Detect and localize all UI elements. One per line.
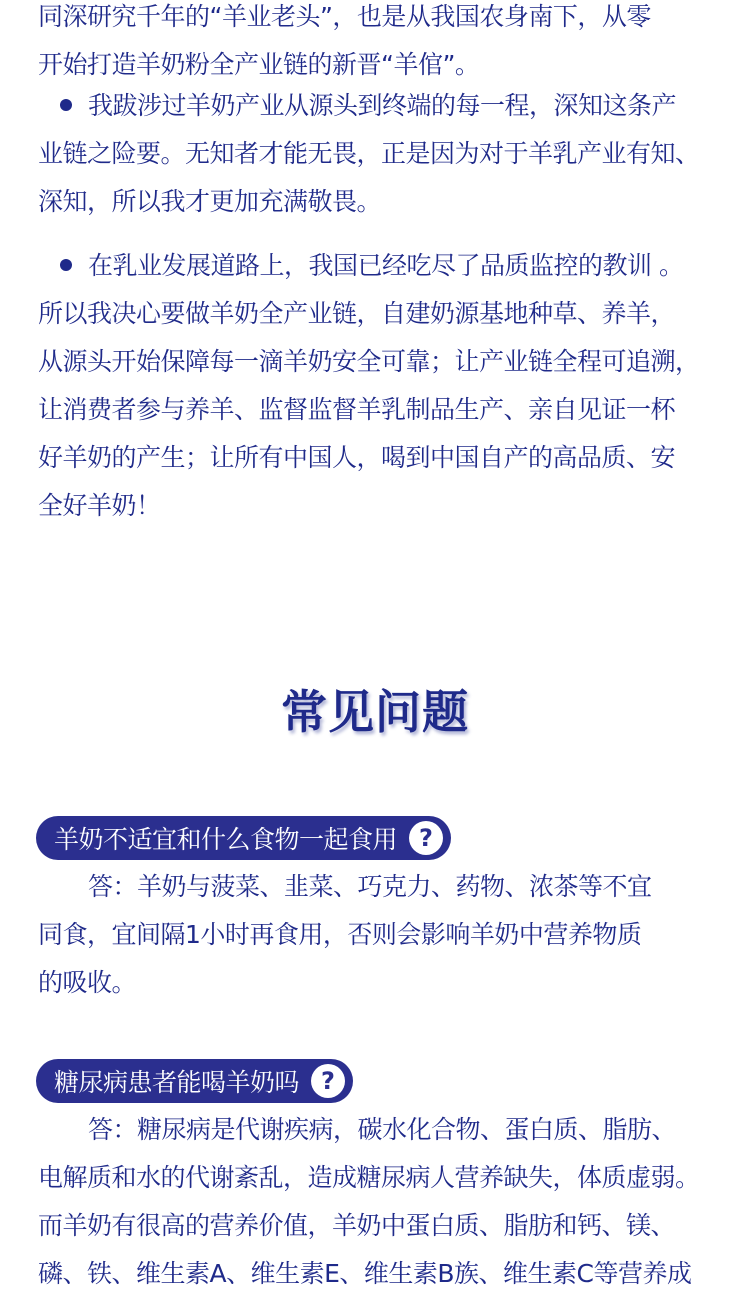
bullet-line: 业链之险要。无知者才能无畏，正是因为对于羊乳产业有知、	[38, 139, 700, 168]
bullet-line: 好羊奶的产生；让所有中国人，喝到中国自产的高品质、安	[38, 443, 676, 472]
intro-paragraph	[38, 0, 728, 89]
answer-line: 答：羊奶与菠菜、韭菜、巧克力、药物、浓茶等不宜	[88, 872, 652, 901]
faq-question-pill[interactable]	[36, 816, 451, 860]
intro-line: 同深研究千年的“羊业老头”，也是从我国农身南下，从零	[38, 2, 651, 31]
bullet-paragraph	[38, 82, 728, 226]
bullet-line: 全好羊奶！	[38, 491, 161, 520]
bullet-line: 让消费者参与养羊、监督监督羊乳制品生产、亲自见证一杯	[38, 395, 676, 424]
bullet-first-line	[38, 242, 728, 290]
answer-line: 的吸收。	[38, 968, 137, 997]
bullet-dot-icon	[60, 99, 72, 111]
question-icon: ?	[409, 821, 443, 855]
bullet-text: 在乳业发展道路上，我国已经吃尽了品质监控的教训 。	[88, 251, 684, 280]
faq-question-text: 糖尿病患者能喝羊奶吗	[54, 1068, 300, 1097]
answer-line: 同食，宜间隔1小时再食用，否则会影响羊奶中营养物质	[38, 920, 642, 949]
faq-section-title: 常见问题	[281, 685, 469, 739]
answer-line: 答：糖尿病是代谢疾病，碳水化合物、蛋白质、脂肪、	[88, 1115, 677, 1144]
answer-line: 而羊奶有很高的营养价值，羊奶中蛋白质、脂肪和钙、镁、	[38, 1211, 676, 1240]
faq-answer	[38, 1106, 728, 1292]
answer-line: 电解质和水的代谢紊乱，造成糖尿病人营养缺失，体质虚弱。	[38, 1163, 700, 1192]
bullet-line: 从源头开始保障每一滴羊奶安全可靠；让产业链全程可追溯，	[38, 347, 700, 376]
faq-question-text: 羊奶不适宜和什么食物一起食用	[54, 825, 398, 854]
bullet-line: 所以我决心要做羊奶全产业链，自建奶源基地种草、养羊，	[38, 299, 676, 328]
answer-line: 磷、铁、维生素A、维生素E、维生素B族、维生素C等营养成	[38, 1259, 692, 1288]
bullet-text: 我跋涉过羊奶产业从源头到终端的每一程，深知这条产	[88, 91, 677, 120]
intro-line: 开始打造羊奶粉全产业链的新晋“羊倌”。	[38, 50, 480, 79]
bullet-first-line	[38, 82, 728, 130]
question-icon: ?	[311, 1064, 345, 1098]
bullet-dot-icon	[60, 259, 72, 271]
faq-question-pill[interactable]	[36, 1059, 353, 1103]
bullet-line: 深知，所以我才更加充满敬畏。	[38, 187, 382, 216]
bullet-paragraph	[38, 242, 728, 530]
faq-answer	[38, 863, 728, 1007]
